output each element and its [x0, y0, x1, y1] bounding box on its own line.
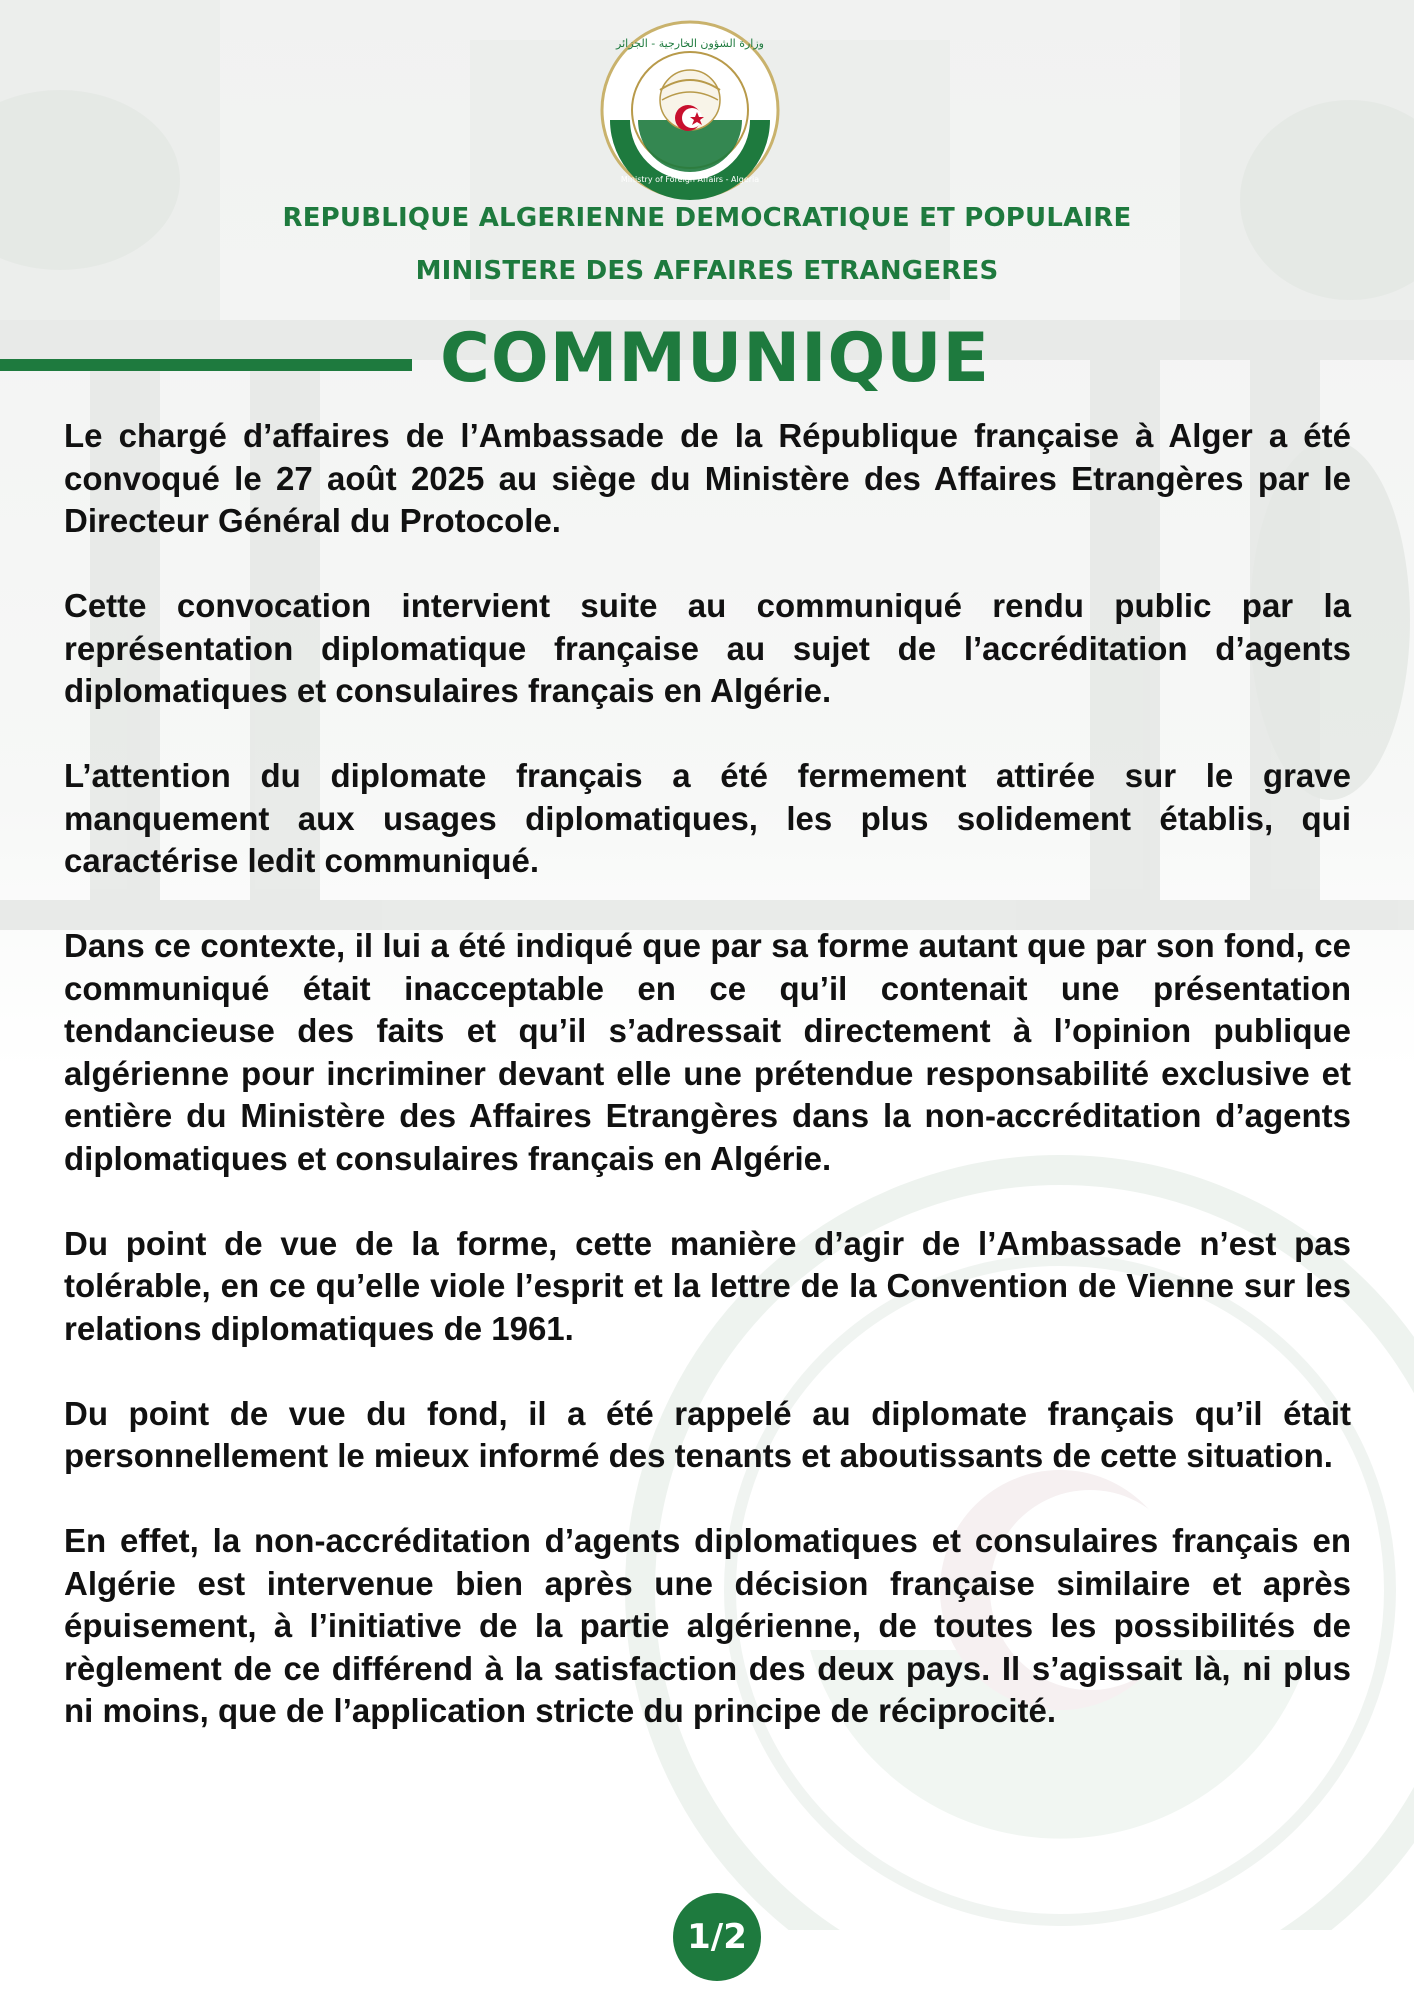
ministry-seal-logo	[600, 20, 780, 200]
paragraph-5: Du point de vue de la forme, cette manière d’agir de l’Ambassade n’est pas tolérable, en ce qu’elle viole l’esprit et la lettre de la Convention de Vienne sur les relations diplomatiques de 1961.	[64, 1224, 1351, 1347]
paragraph-7: En effet, la non-accréditation d’agents diplomatiques et consulaires français en Algérie est intervenue bien après une décision française similaire et après épuisement, à l’initiative de la partie algérienne, de toutes les possibilités de règlement de ce différend à la satisfaction des deux pays. Il s’agissait là, ni plus ni moins, que de l’application stricte du principe de réciprocité.	[64, 1522, 1351, 1729]
paragraph-6: Du point de vue du fond, il a été rappelé au diplomate français qu’il était personnellement le mieux informé des tenants et aboutissants de cette situation.	[64, 1394, 1351, 1474]
header-ministry: MINISTERE DES AFFAIRES ETRANGERES	[415, 256, 999, 286]
paragraph-3: L’attention du diplomate français a été fermement attirée sur le grave manquement aux usages diplomatiques, les plus solidement établis, qui caractérise ledit communiqué.	[64, 757, 1351, 879]
title-rule	[0, 359, 412, 371]
communique-body	[64, 415, 1351, 1775]
header-republic: REPUBLIQUE ALGERIENNE DEMOCRATIQUE ET POPULAIRE	[282, 203, 1132, 233]
logo-english-text: Ministry of Foreign Affairs - Algeria	[620, 175, 760, 184]
page-title: COMMUNIQUE	[440, 319, 990, 398]
page-number-badge: 1/2	[673, 1893, 761, 1981]
paragraph-1: Le chargé d’affaires de l’Ambassade de la République française à Alger a été convoqué le 27 août 2025 au siège du Ministère des Affaires Etrangères par le Directeur Général du Protocole.	[64, 417, 1351, 539]
paragraph-4: Dans ce contexte, il lui a été indiqué que par sa forme autant que par son fond, ce communiqué était inacceptable en ce qu’il contenait une présentation tendancieuse des faits et qu’il s’adressait directement à l’opinion publique algérienne pour incriminer devant elle une prétendue responsabilité exclusive et entière du Ministère des Affaires Etrangères dans la non-accréditation d’agents diplomatiques et consulaires français en Algérie.	[64, 927, 1351, 1177]
logo-arabic-text: وزارة الشؤون الخارجية - الجزائر	[616, 37, 764, 50]
paragraph-2: Cette convocation intervient suite au communiqué rendu public par la représentation diplomatique française au sujet de l’accréditation d’agents diplomatiques et consulaires français en Algérie.	[64, 587, 1351, 709]
